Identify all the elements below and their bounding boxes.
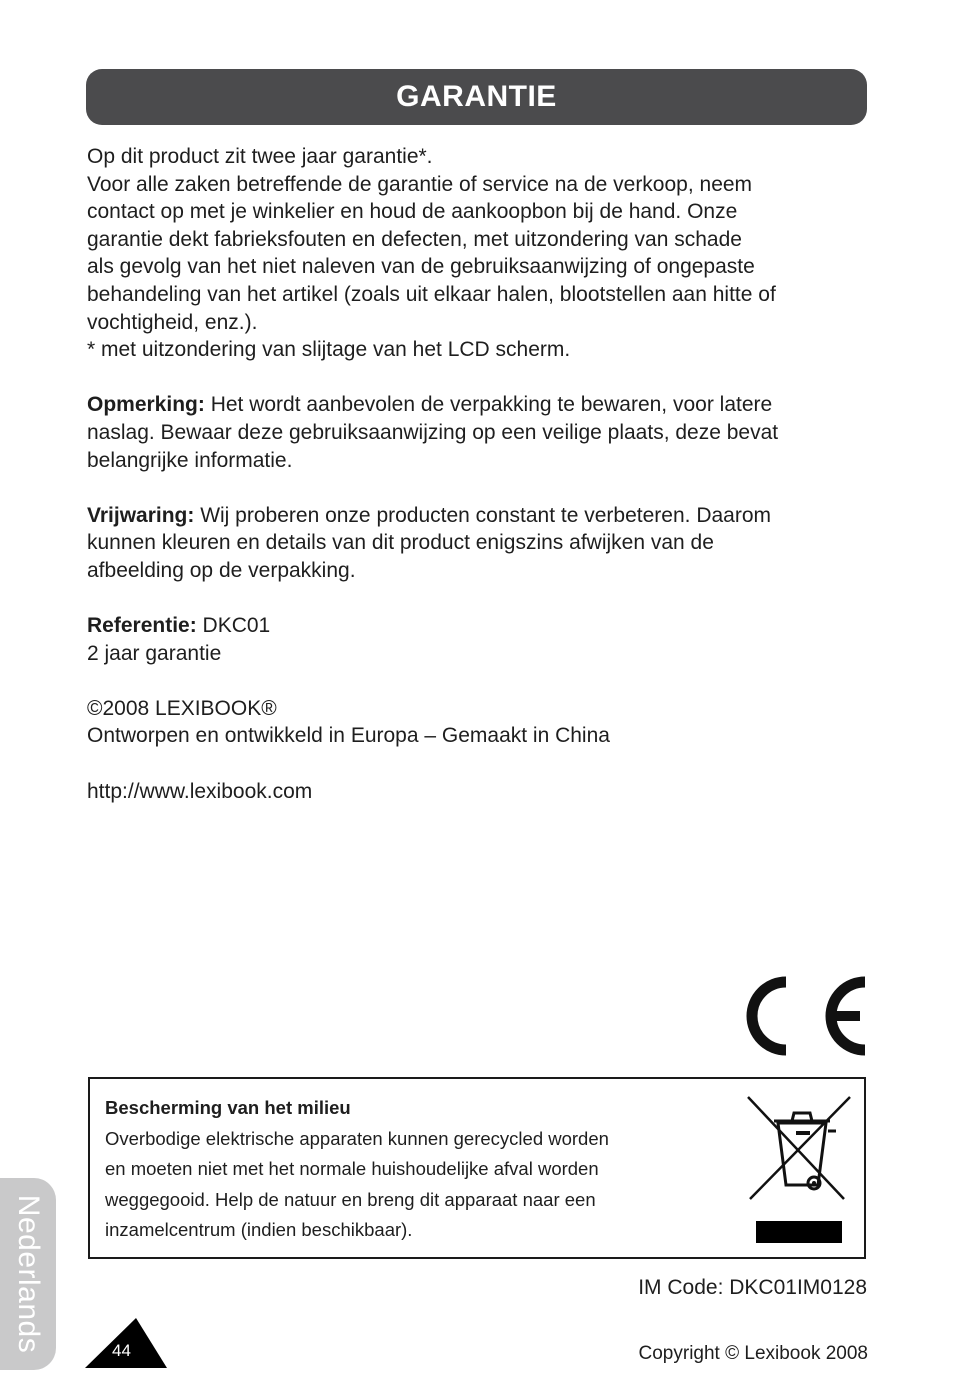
environment-line: en moeten niet met het normale huishoudelijke afval worden (105, 1158, 599, 1179)
environment-line: Overbodige elektrische apparaten kunnen gerecycled worden (105, 1127, 609, 1149)
reference-line (87, 612, 857, 640)
language-tab (0, 1178, 56, 1370)
warranty-line: garantie dekt fabrieksfouten en defecten, met uitzondering van schade (87, 227, 742, 251)
disclaimer-line: afbeelding op de verpakking. (87, 558, 356, 582)
warranty-period: 2 jaar garantie (87, 641, 222, 665)
website-link[interactable]: http://www.lexibook.com (87, 779, 313, 803)
footer-copyright: Copyright © Lexibook 2008 (638, 1343, 868, 1364)
warranty-line: behandeling van het artikel (zoals uit elkaar halen, blootstellen aan hitte of (87, 282, 776, 306)
disclaimer-paragraph (87, 502, 857, 530)
ce-mark-icon (740, 970, 870, 1062)
reference-value: DKC01 (196, 614, 271, 638)
note-line: belangrijke informatie. (87, 448, 293, 472)
environment-line: inzamelcentrum (indien beschikbaar). (105, 1219, 413, 1240)
disclaimer-label: Vrijwaring: (87, 503, 195, 527)
warranty-line: Voor alle zaken betreffende de garantie of service na de verkoop, neem (87, 172, 753, 196)
note-line: naslag. Bewaar deze gebruiksaanwijzing op een veilige plaats, deze bevat (87, 420, 779, 444)
page-number: 44 (112, 1341, 131, 1360)
section-title: GARANTIE (396, 80, 557, 113)
environment-line: weggegooid. Help de natuur en breng dit apparaat naar een (105, 1188, 596, 1210)
document-body (87, 143, 857, 805)
origin-statement: Ontworpen en ontwikkeld in Europa – Gemaakt in China (87, 724, 610, 748)
im-code: IM Code: DKC01IM0128 (638, 1276, 867, 1299)
reference-label: Referentie: (87, 614, 197, 638)
disclaimer-line: kunnen kleuren en details van dit product enigszins afwijken van de (87, 531, 714, 555)
language-tab-label: Nederlands (12, 1194, 45, 1354)
environment-notice (88, 1077, 866, 1259)
note-text: Het wordt aanbevolen de verpakking te bewaren, voor latere (204, 393, 773, 417)
note-paragraph (87, 391, 857, 419)
warranty-line: contact op met je winkelier en houd de aankoopbon bij de hand. Onze (87, 200, 738, 224)
crossed-out-wheelie-bin-icon (746, 1093, 852, 1245)
environment-title: Bescherming van het milieu (105, 1097, 351, 1118)
note-label: Opmerking: (87, 393, 205, 417)
section-header (86, 69, 867, 125)
brand-copyright: ©2008 LEXIBOOK® (87, 696, 277, 720)
warranty-line: als gevolg van het niet naleven van de gebruiksaanwijzing of ongepaste (87, 255, 755, 279)
warranty-line: vochtigheid, enz.). (87, 310, 258, 334)
warranty-line: Op dit product zit twee jaar garantie*. (87, 145, 433, 168)
warranty-footnote: * met uitzondering van slijtage van het LCD scherm. (87, 338, 571, 362)
disclaimer-text: Wij proberen onze producten constant te verbeteren. Daarom (194, 503, 772, 527)
